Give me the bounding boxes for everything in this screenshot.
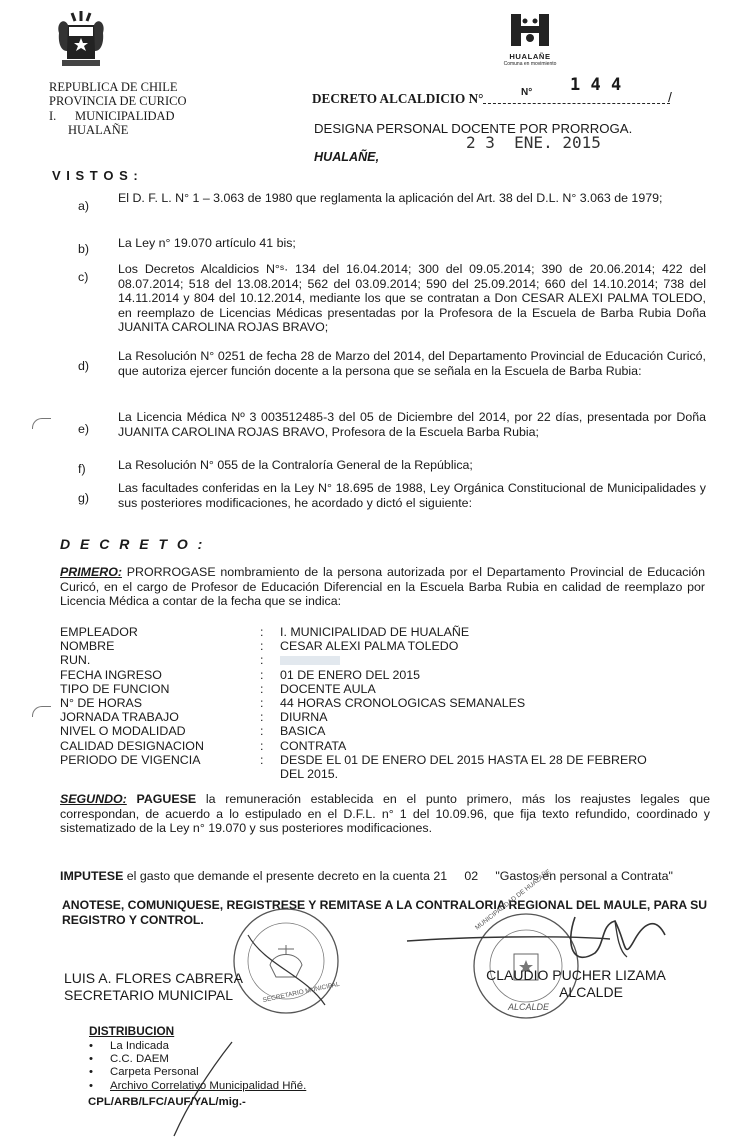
field-label: N° DE HORAS (60, 696, 143, 711)
field-label: EMPLEADOR (60, 625, 138, 639)
segundo-bold: PAGUESE (126, 792, 197, 806)
vistos-item-g (78, 481, 706, 510)
imputese-paragraph (60, 854, 710, 883)
logo-tagline: Comuna en movimiento (503, 61, 557, 67)
field-sep: : (260, 752, 264, 767)
decree-label: DECRETO ALCALDICIO N° (312, 91, 484, 106)
field-row-fecha-ingreso (60, 668, 700, 682)
item-text: El D. F. L. N° 1 – 3.063 de 1980 que reglamenta la aplicación del Art. 38 del D.L. N° 3.063 de 1979; (118, 191, 663, 205)
logo-brand: HUALAÑE (509, 52, 551, 61)
org-line-3: I. MUNICIPALIDAD (49, 108, 175, 123)
list-item: • La Indicada (86, 1040, 306, 1053)
field-label: RUN. (60, 653, 91, 668)
decree-slash: / (668, 89, 672, 105)
item-letter: f) (78, 462, 86, 476)
vistos-item-e (78, 410, 706, 439)
field-sep: : (260, 625, 264, 639)
field-sep: : (260, 724, 264, 739)
distribucion-list (86, 1040, 306, 1093)
item-text: La Licencia Médica Nº 3 003512485-3 del 05 de Diciembre del 2014, por 22 días, presentada por Doña JUANITA CAROLINA ROJAS BRAVO, Profesora de la Escuela Barba Rubia; (118, 410, 706, 439)
field-sep: : (260, 738, 264, 753)
item-letter: a) (78, 199, 90, 213)
field-value: DOCENTE AULA (280, 681, 376, 696)
vistos-item-d (78, 349, 706, 378)
segundo-paragraph (60, 792, 710, 836)
field-sep: : (260, 710, 264, 725)
primero-paragraph (60, 565, 705, 609)
field-value: BASICA (280, 724, 326, 739)
imputese-text: el gasto que demande el presente decreto en la cuenta 21 02 "Gastos en personal a Contrata" (123, 868, 673, 883)
alcalde-signature (405, 905, 675, 975)
org-line-2: PROVINCIA DE CURICO (49, 94, 187, 109)
primero-label: PRIMERO: (60, 565, 122, 579)
list-item: • Archivo Correlativo Municipalidad Hñé. (86, 1080, 306, 1093)
field-row-run (60, 653, 700, 667)
item-letter: d) (78, 359, 90, 373)
left-signer-name: LUIS A. FLORES CABRERA (64, 970, 243, 986)
stamp-secretario (230, 905, 342, 1017)
field-row-horas (60, 696, 700, 710)
left-signer-title: SECRETARIO MUNICIPAL (64, 987, 234, 1003)
vistos-item-f (78, 458, 706, 476)
place: HUALAÑE, (314, 150, 380, 164)
anotese-paragraph: ANOTESE, COMUNIQUESE, REGISTRESE Y REMITASE A LA CONTRALORIA REGIONAL DEL MAULE, PARA SU REGISTRO Y CONTROL. (62, 898, 708, 927)
hualane-logo-icon (507, 12, 553, 48)
initials: CPL/ARB/LFC/AUF/YAL/mig.- (88, 1096, 246, 1108)
field-label: TIPO DE FUNCION (60, 681, 170, 696)
stamp-right-text: MUNICIPALIDAD DE HUALAÑE (474, 868, 553, 932)
hualane-logo (494, 12, 566, 67)
item-text: Las facultades conferidas en la Ley N° 18.695 de 1988, Ley Orgánica Constitucional de Municipalidades y sus posteriores modificaciones, he acordado y dictó el siguiente: (118, 481, 706, 510)
vistos-item-c (78, 262, 706, 335)
field-row-periodo (60, 753, 700, 781)
org-line-1: REPUBLICA DE CHILE (49, 80, 178, 94)
vistos-item-a (78, 191, 706, 213)
item-text: La Resolución N° 0251 de fecha 28 de Marzo del 2014, del Departamento Provincial de Educación Curicó, que autoriza ejercer función docente a la persona que se señala en la Escuela de Barba Rubia: (118, 349, 706, 378)
field-row-empleador (60, 625, 700, 639)
field-row-nivel (60, 724, 700, 738)
chile-crest (56, 11, 106, 69)
fields-table (60, 625, 700, 781)
field-value: DESDE EL 01 DE ENERO DEL 2015 HASTA EL 28 DE FEBRERO DEL 2015. (280, 752, 647, 782)
segundo-label: SEGUNDO: (60, 792, 127, 806)
field-row-jornada (60, 710, 700, 724)
field-row-calidad (60, 739, 700, 753)
primero-text: PRORROGASE nombramiento de la persona autorizada por el Departamento Provincial de Educación Curicó, en el cargo de Profesor de Educación Diferencial en la Escuela Barba Rubia en calidad de reemplazo por Licencia Médica a contar de la fecha que se indica: (60, 565, 705, 609)
margin-mark (32, 418, 51, 429)
date-stamp: 2 3 ENE. 2015 (466, 133, 601, 152)
field-value: CESAR ALEXI PALMA TOLEDO (280, 639, 459, 654)
field-value: CONTRATA (280, 738, 347, 753)
field-value: I. MUNICIPALIDAD DE HUALAÑE (280, 625, 470, 639)
item-letter: g) (78, 491, 90, 505)
stamp-right-bottom: ALCALDE (508, 1002, 550, 1012)
decree-number-line (483, 103, 670, 104)
margin-mark (32, 706, 51, 717)
item-text: La Ley n° 19.070 artículo 41 bis; (118, 236, 296, 250)
segundo-text: la remuneración establecida en el punto primero, más los reajustes legales que correspondan, de acuerdo a lo estipulado en el D.F.L. n° 1 del 10.09.96, que fija texto refundido, coordinado y sistematizado de la Ley n° 19.070 y sus posteriores modificaciones. (60, 792, 710, 836)
item-text: La Resolución N° 055 de la Contraloría General de la República; (118, 458, 473, 472)
field-label: JORNADA TRABAJO (60, 710, 179, 725)
list-item: • C.C. DAEM (86, 1053, 306, 1066)
decree-number-prefix: N° (521, 87, 533, 98)
field-sep: : (260, 653, 264, 668)
field-label: CALIDAD DESIGNACION (60, 738, 204, 753)
item-letter: b) (78, 242, 90, 256)
field-sep: : (260, 667, 264, 682)
imputese-bold: IMPUTESE (60, 868, 124, 883)
decree-subject: DESIGNA PERSONAL DOCENTE POR PRORROGA. (314, 121, 633, 136)
field-label: NIVEL O MODALIDAD (60, 724, 186, 739)
list-item: • Carpeta Personal (86, 1066, 306, 1079)
field-sep: : (260, 696, 264, 711)
field-label: FECHA INGRESO (60, 667, 162, 682)
field-sep: : (260, 681, 264, 696)
field-sep: : (260, 639, 264, 654)
field-row-nombre (60, 639, 700, 653)
org-line-4: HUALAÑE (68, 122, 129, 137)
redacted-run (280, 656, 340, 665)
field-row-tipo-funcion (60, 682, 700, 696)
field-value: DIURNA (280, 710, 328, 725)
stamp-left-text: SECRETARIO MUNICIPAL (262, 980, 341, 1005)
field-value: 01 DE ENERO DEL 2015 (280, 667, 421, 682)
decree-number: 1 4 4 (570, 75, 622, 95)
decreto-heading: D E C R E T O : (60, 536, 206, 552)
vistos-heading: V I S T O S : (52, 168, 139, 183)
field-label: NOMBRE (60, 639, 115, 654)
item-letter: e) (78, 422, 90, 436)
vistos-item-b (78, 236, 706, 256)
right-signer-name: CLAUDIO PUCHER LIZAMA (486, 967, 666, 983)
field-label: PERIODO DE VIGENCIA (60, 752, 201, 767)
field-value: 44 HORAS CRONOLOGICAS SEMANALES (280, 696, 526, 711)
item-letter: c) (78, 270, 89, 284)
item-text: Los Decretos Alcaldicios N°ˢ· 134 del 16.04.2014; 300 del 09.05.2014; 390 de 20.06.2014; 422 del 08.07.2014; 518 del 13.08.2014; 562 del 03.09.2014; 590 del 25.09.2014; 660 del 14.10.2014; 738 del 14.11.2014 y 804 del 10.12.2014, mediante los que se contratan a Don CESAR ALEXI PALMA TOLEDO, en reemplazo de Licencias Médicas presentadas por la Profesora de la Escuela de Barba Rubia Doña JUANITA CAROLINA ROJAS BRAVO; (118, 262, 706, 335)
right-signer-title: ALCALDE (559, 984, 623, 1000)
distribucion-heading: DISTRIBUCION (89, 1024, 175, 1038)
